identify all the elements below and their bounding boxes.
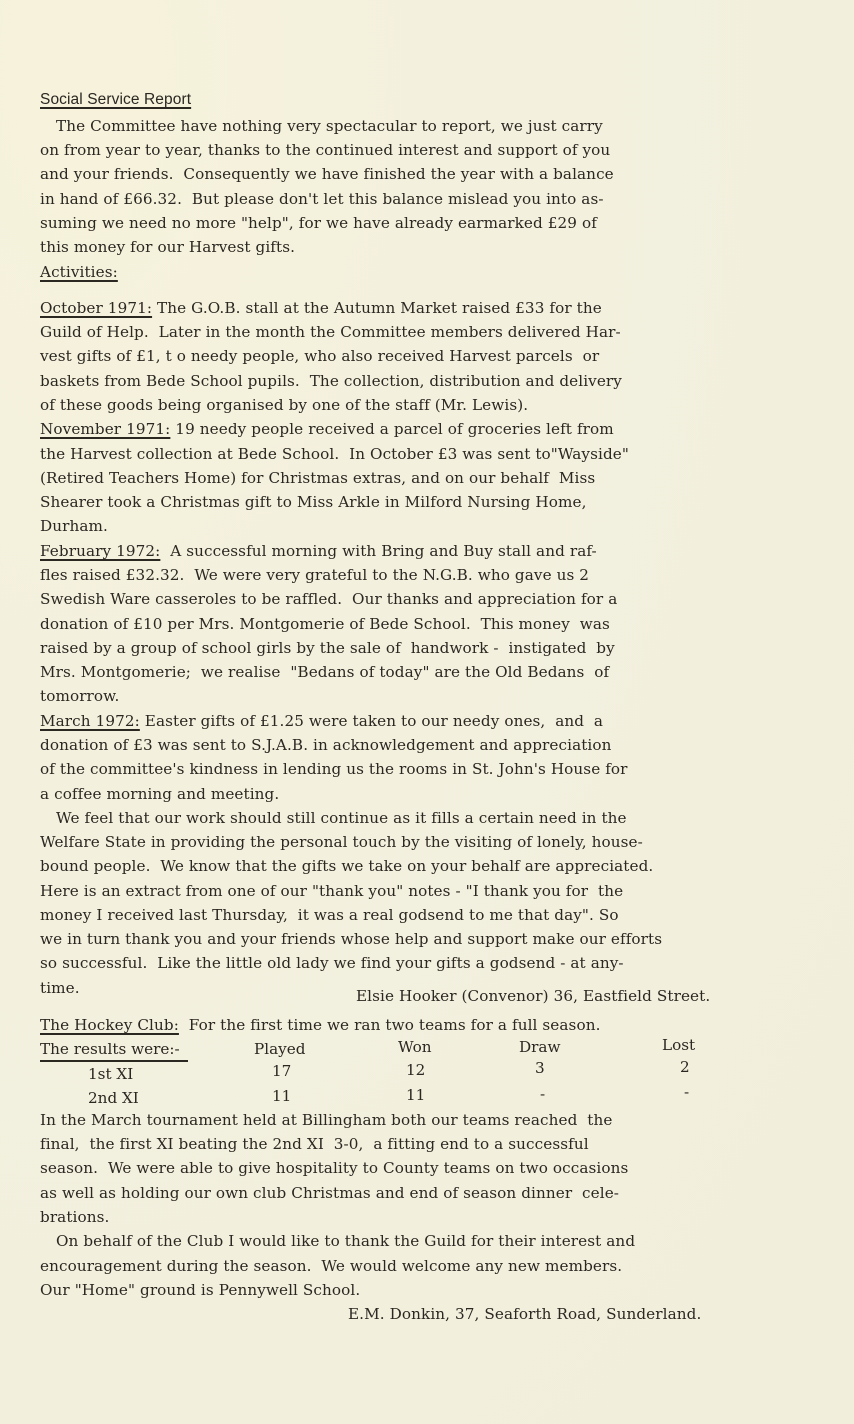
- lost-value: 2: [680, 1058, 690, 1076]
- intro-line: suming we need no more "help", for we have already earmarked £29 of: [40, 214, 597, 232]
- october-entry-first-line: [40, 298, 602, 318]
- intro-line: this money for our Harvest gifts.: [40, 238, 296, 256]
- november-label: November 1971:: [40, 420, 171, 438]
- february-text: A successful morning with Bring and Buy stall and raf-: [160, 542, 597, 560]
- results-row-label-underline: [40, 1060, 188, 1062]
- october-line: Guild of Help. Later in the month the Committee members delivered Har-: [40, 323, 621, 341]
- closing-line: so successful. Like the little old lady we find your gifts a godsend - at any-: [40, 954, 624, 972]
- hockey-signature: E.M. Donkin, 37, Seaforth Road, Sunderland.: [348, 1305, 702, 1323]
- february-entry-first-line: [40, 541, 597, 561]
- hockey-label: The Hockey Club:: [40, 1016, 179, 1034]
- hockey-report-line: season. We were able to give hospitality to County teams on two occasions: [40, 1159, 629, 1177]
- hockey-report-line: In the March tournament held at Billingham both our teams reached the: [40, 1111, 613, 1129]
- closing-line: Here is an extract from one of our "thank you" notes - "I thank you for the: [40, 882, 624, 900]
- intro-line: on from year to year, thanks to the continued interest and support of you: [40, 141, 611, 159]
- october-line: baskets from Bede School pupils. The collection, distribution and delivery: [40, 372, 622, 390]
- november-line: the Harvest collection at Bede School. In October £3 was sent to"Wayside": [40, 445, 629, 463]
- hockey-report-line: as well as holding our own club Christmas and end of season dinner cele-: [40, 1184, 620, 1202]
- closing-line: Welfare State in providing the personal touch by the visiting of lonely, house-: [40, 833, 643, 851]
- march-text: Easter gifts of £1.25 were taken to our needy ones, and a: [139, 712, 604, 730]
- closing-line: bound people. We know that the gifts we take on your behalf are appreciated.: [40, 857, 654, 875]
- november-entry-first-line: [40, 419, 614, 439]
- march-line: donation of £3 was sent to S.J.A.B. in acknowledgement and appreciation: [40, 736, 612, 754]
- march-line: of the committee's kindness in lending us the rooms in St. John's House for: [40, 760, 628, 778]
- october-line: of these goods being organised by one of the staff (Mr. Lewis).: [40, 396, 529, 414]
- november-text: 19 needy people received a parcel of groceries left from: [170, 420, 614, 438]
- intro-line: in hand of £66.32. But please don't let this balance mislead you into as-: [40, 190, 604, 208]
- hockey-report-line: final, the first XI beating the 2nd XI 3-0, a fitting end to a successful: [40, 1135, 589, 1153]
- hockey-entry-first-line: [40, 1015, 601, 1035]
- draw-value: -: [540, 1085, 546, 1103]
- february-line: Swedish Ware casseroles to be raffled. Our thanks and appreciation for a: [40, 590, 618, 608]
- closing-line: time.: [40, 979, 80, 997]
- played-value: 11: [272, 1087, 292, 1105]
- team-name: 1st XI: [88, 1065, 134, 1083]
- activities-heading: Activities:: [40, 263, 118, 281]
- hockey-report-line: brations.: [40, 1208, 110, 1226]
- november-line: (Retired Teachers Home) for Christmas extras, and on our behalf Miss: [40, 469, 596, 487]
- february-line: fles raised £32.32. We were very grateful to the N.G.B. who gave us 2: [40, 566, 590, 584]
- won-value: 11: [406, 1086, 426, 1104]
- lost-value: -: [684, 1083, 690, 1101]
- november-line: Shearer took a Christmas gift to Miss Arkle in Milford Nursing Home,: [40, 493, 587, 511]
- october-line: vest gifts of £1, t o needy people, who also received Harvest parcels or: [40, 347, 600, 365]
- team-name: 2nd XI: [88, 1089, 139, 1107]
- column-header-played: Played: [254, 1040, 306, 1058]
- october-text: The G.O.B. stall at the Autumn Market raised £33 for the: [152, 299, 602, 317]
- hockey-text: For the first time we ran two teams for a full season.: [178, 1016, 601, 1034]
- played-value: 17: [272, 1062, 292, 1080]
- march-entry-first-line: [40, 711, 603, 731]
- hockey-thanks-line: Our "Home" ground is Pennywell School.: [40, 1281, 361, 1299]
- march-line: a coffee morning and meeting.: [40, 785, 280, 803]
- february-line: Mrs. Montgomerie; we realise "Bedans of today" are the Old Bedans of: [40, 663, 610, 681]
- intro-line: The Committee have nothing very spectacular to report, we just carry: [56, 117, 603, 135]
- closing-line: we in turn thank you and your friends whose help and support make our efforts: [40, 930, 663, 948]
- column-header-draw: Draw: [519, 1038, 561, 1056]
- october-label: October 1971:: [40, 299, 153, 317]
- february-line: tomorrow.: [40, 687, 120, 705]
- february-line: raised by a group of school girls by the sale of handwork - instigated by: [40, 639, 615, 657]
- hockey-thanks-line: On behalf of the Club I would like to thank the Guild for their interest and: [56, 1232, 636, 1250]
- march-label: March 1972:: [40, 712, 140, 730]
- results-row-label: The results were:-: [40, 1040, 180, 1058]
- closing-line: money I received last Thursday, it was a real godsend to me that day". So: [40, 906, 619, 924]
- section-title-social-service: Social Service Report: [40, 91, 192, 108]
- february-line: donation of £10 per Mrs. Montgomerie of Bede School. This money was: [40, 615, 610, 633]
- hockey-thanks-line: encouragement during the season. We would welcome any new members.: [40, 1257, 623, 1275]
- intro-line: and your friends. Consequently we have finished the year with a balance: [40, 165, 614, 183]
- draw-value: 3: [535, 1059, 545, 1077]
- won-value: 12: [406, 1061, 426, 1079]
- february-label: February 1972:: [40, 542, 161, 560]
- november-line: Durham.: [40, 517, 108, 535]
- column-header-won: Won: [398, 1038, 432, 1056]
- convenor-signature: Elsie Hooker (Convenor) 36, Eastfield Street.: [356, 987, 711, 1005]
- column-header-lost: Lost: [662, 1036, 696, 1054]
- closing-line: We feel that our work should still continue as it fills a certain need in the: [56, 809, 627, 827]
